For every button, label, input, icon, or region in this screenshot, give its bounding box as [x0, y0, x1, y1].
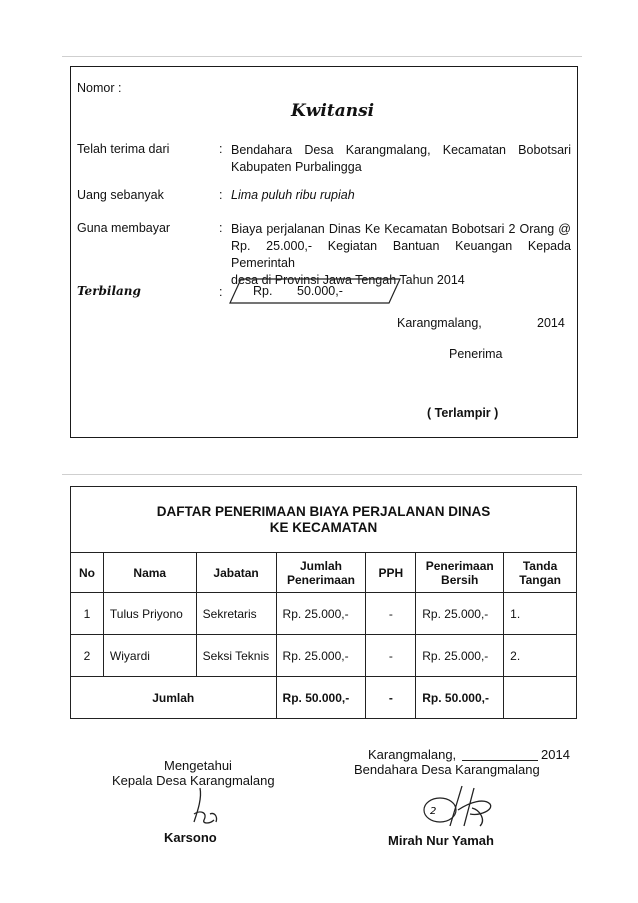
- receipt-title: Kwitansi: [291, 101, 375, 121]
- top-separator: [62, 56, 582, 57]
- header-bersih: [416, 553, 504, 593]
- receipt-box: [70, 66, 578, 438]
- header-pph: PPH: [366, 553, 416, 593]
- right-sign-title: Bendahara Desa Karangmalang: [354, 762, 540, 777]
- right-sign-year: 2014: [541, 747, 570, 762]
- receiver-label: Penerima: [449, 347, 503, 361]
- right-signature-icon: [410, 780, 500, 832]
- purpose-line1: Biaya perjalanan Dinas Ke Kecamatan Bobotsari 2 Orang @: [231, 222, 571, 236]
- amount-words-value: Lima puluh ribu rupiah: [231, 188, 355, 202]
- table-row: [71, 593, 577, 635]
- date-blank-line: [462, 760, 538, 761]
- row-no: 2: [71, 635, 104, 677]
- row-jumlah: Rp. 25.000,-: [276, 593, 366, 635]
- received-from-line2: Kabupaten Purbalingga: [231, 160, 362, 174]
- purpose-line2: Rp. 25.000,- Kegiatan Bantuan Keuangan Kepada Pemerintah: [231, 239, 571, 270]
- table-caption: [71, 487, 577, 553]
- terbilang-value: 50.000,-: [297, 284, 343, 298]
- attached-label: ( Terlampir ): [427, 406, 499, 420]
- header-tanda-line1: Tanda: [522, 558, 558, 573]
- table-header-row: [71, 553, 577, 593]
- header-jumlah-line2: Penerimaan: [286, 572, 355, 587]
- colon: :: [219, 188, 223, 202]
- header-nama: Nama: [103, 553, 196, 593]
- table-title-line1: DAFTAR PENERIMAAN BIAYA PERJALANAN DINAS: [156, 503, 491, 519]
- row-pph: -: [366, 593, 416, 635]
- place-label: Karangmalang,: [397, 316, 482, 330]
- left-signature-icon: [180, 784, 230, 828]
- amount-words-label: Uang sebanyak: [77, 188, 164, 202]
- signature-number: 2: [430, 806, 437, 817]
- row-tanda: 1.: [504, 593, 577, 635]
- table-title-line2: KE KECAMATAN: [269, 519, 378, 535]
- header-jabatan: Jabatan: [196, 553, 276, 593]
- terbilang-currency: Rp.: [253, 284, 273, 298]
- row-bersih: Rp. 25.000,-: [416, 635, 504, 677]
- received-from-label: Telah terima dari: [77, 142, 170, 156]
- colon: :: [219, 221, 223, 235]
- row-nama: Tulus Priyono: [103, 593, 196, 635]
- row-jumlah: Rp. 25.000,-: [276, 635, 366, 677]
- middle-separator: [62, 474, 582, 475]
- left-sign-name: Karsono: [164, 830, 217, 845]
- nomor-label: Nomor :: [77, 81, 122, 95]
- total-label: Jumlah: [71, 677, 277, 719]
- total-jumlah: Rp. 50.000,-: [276, 677, 366, 719]
- table-total-row: [71, 677, 577, 719]
- colon: :: [219, 285, 223, 299]
- left-sign-line2: Kepala Desa Karangmalang: [112, 773, 275, 788]
- header-no: No: [71, 553, 104, 593]
- terbilang-label: Terbilang: [77, 284, 141, 298]
- recipients-table: [70, 486, 577, 719]
- received-from-value: [231, 142, 571, 176]
- header-tanda: [504, 553, 577, 593]
- total-bersih: Rp. 50.000,-: [416, 677, 504, 719]
- purpose-line3: desa di Provinsi Jawa Tengah Tahun 2014: [231, 273, 465, 287]
- received-from-line1: Bendahara Desa Karangmalang, Kecamatan Bobotsari: [231, 143, 571, 157]
- row-pph: -: [366, 635, 416, 677]
- row-jabatan: Sekretaris: [196, 593, 276, 635]
- header-bersih-line1: Penerimaan: [425, 558, 494, 573]
- header-jumlah: [276, 553, 366, 593]
- right-sign-place: Karangmalang,: [368, 747, 457, 762]
- right-sign-name: Mirah Nur Yamah: [388, 833, 494, 848]
- row-jabatan: Seksi Teknis: [196, 635, 276, 677]
- header-tanda-line2: Tangan: [519, 572, 561, 587]
- year-label: 2014: [537, 316, 565, 330]
- purpose-label: Guna membayar: [77, 221, 171, 235]
- header-jumlah-line1: Jumlah: [299, 558, 342, 573]
- header-bersih-line2: Bersih: [441, 572, 479, 587]
- left-sign-line1: Mengetahui: [164, 758, 232, 773]
- total-pph: -: [366, 677, 416, 719]
- row-tanda: 2.: [504, 635, 577, 677]
- table-row: [71, 635, 577, 677]
- row-bersih: Rp. 25.000,-: [416, 593, 504, 635]
- row-nama: Wiyardi: [103, 635, 196, 677]
- table-caption-row: [71, 487, 577, 553]
- colon: :: [219, 142, 223, 156]
- row-no: 1: [71, 593, 104, 635]
- total-tanda: [504, 677, 577, 719]
